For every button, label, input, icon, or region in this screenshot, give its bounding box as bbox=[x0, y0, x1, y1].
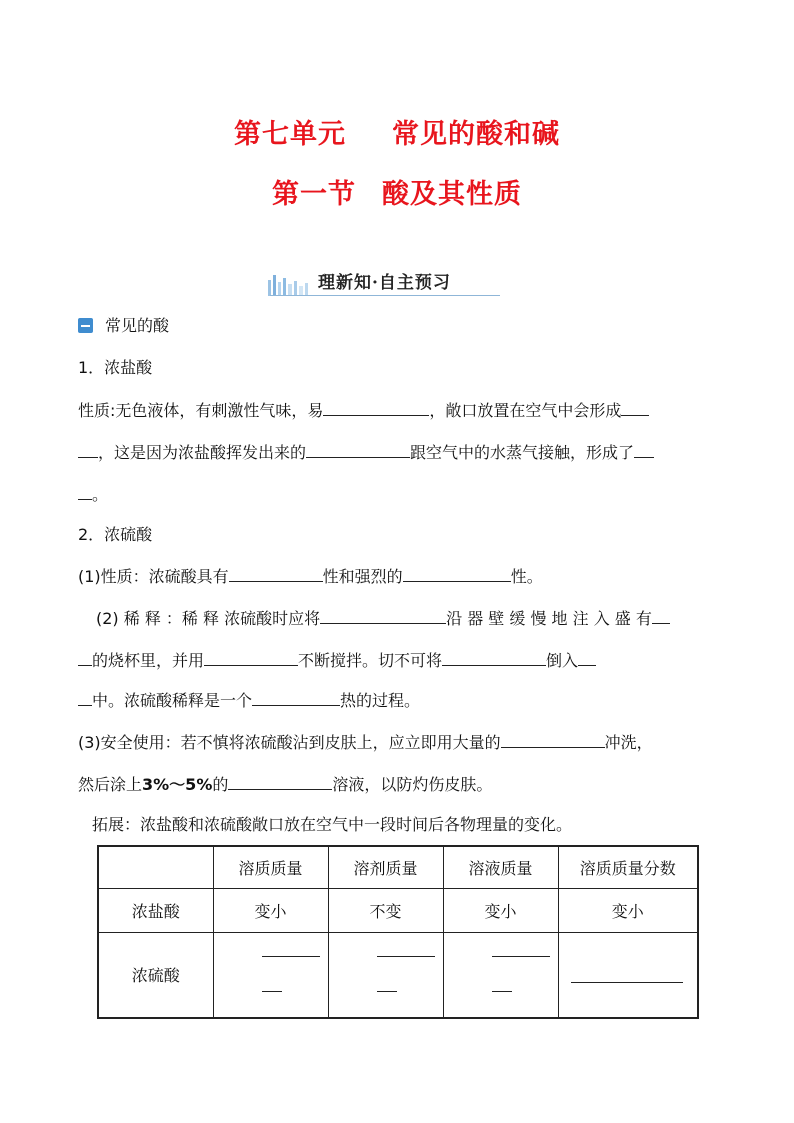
table-cell-blank[interactable] bbox=[213, 932, 328, 1018]
table-row bbox=[98, 932, 698, 1018]
item2-safety-line1: (3)安全使用：若不慎将浓硫酸沾到皮肤上，应立即用大量的 冲洗， bbox=[78, 733, 653, 752]
row-label: 浓硫酸 bbox=[98, 932, 213, 1018]
answer-blank[interactable] bbox=[323, 400, 429, 416]
answer-blank[interactable] bbox=[78, 650, 92, 666]
item2-dilution-line3: 中。浓硫酸稀释是一个 热的过程。 bbox=[78, 690, 420, 711]
table-header: 溶质质量 bbox=[213, 846, 328, 888]
answer-blank[interactable] bbox=[78, 484, 92, 500]
item1-line1: 性质:无色液体，有刺激性气味，易 ，敞口放置在空气中会形成 bbox=[78, 400, 649, 421]
answer-blank[interactable] bbox=[652, 608, 670, 624]
table-header-row bbox=[98, 846, 698, 888]
answer-blank[interactable] bbox=[306, 442, 410, 458]
row-label: 浓盐酸 bbox=[98, 888, 213, 932]
answer-blank[interactable] bbox=[78, 690, 92, 706]
item2-safety-line2: 然后涂上3%～5%的 溶液，以防灼伤皮肤。 bbox=[78, 775, 493, 794]
table-header bbox=[98, 846, 213, 888]
item2-title: 2．浓硫酸 bbox=[78, 525, 153, 544]
answer-blank[interactable] bbox=[634, 442, 654, 458]
item2-property: (1)性质：浓硫酸具有 性和强烈的 性。 bbox=[78, 567, 543, 586]
table-header: 溶质质量分数 bbox=[558, 846, 698, 888]
table-cell: 变小 bbox=[558, 888, 698, 932]
unit-title: 第七单元 常见的酸和碱 bbox=[234, 119, 560, 150]
table-cell-blank[interactable] bbox=[328, 932, 443, 1018]
answer-blank[interactable] bbox=[621, 400, 649, 416]
section-title: 第一节 酸及其性质 bbox=[272, 179, 522, 210]
table-row bbox=[98, 888, 698, 932]
answer-blank[interactable] bbox=[442, 650, 546, 666]
item2-dilution-line2: 的烧杯里，并用 不断搅拌。切不可将 倒入 bbox=[78, 650, 596, 671]
answer-blank[interactable] bbox=[320, 608, 446, 624]
table-cell: 变小 bbox=[443, 888, 558, 932]
answer-blank[interactable] bbox=[228, 774, 332, 790]
answer-blank[interactable] bbox=[403, 566, 511, 582]
banner-text: 理新知·自主预习 bbox=[318, 273, 451, 293]
answer-blank[interactable] bbox=[252, 690, 340, 706]
table-cell: 变小 bbox=[213, 888, 328, 932]
extension-note: 拓展：浓盐酸和浓硫酸敞口放在空气中一段时间后各物理量的变化。 bbox=[92, 815, 573, 834]
answer-blank[interactable] bbox=[578, 650, 596, 666]
minus-square-icon bbox=[78, 318, 93, 333]
answer-blank[interactable] bbox=[229, 566, 323, 582]
answer-blank[interactable] bbox=[78, 442, 98, 458]
item2-dilution-line1: (2) 稀 释 ：稀 释 浓硫酸时应将 沿 器 壁 缓 慢 地 注 入 盛 有 bbox=[96, 608, 670, 629]
item1-line2: ，这是因为浓盐酸挥发出来的 跟空气中的水蒸气接触，形成了 bbox=[78, 442, 654, 463]
skyline-icon bbox=[266, 272, 312, 296]
answer-blank[interactable] bbox=[501, 732, 605, 748]
table-cell-blank[interactable] bbox=[443, 932, 558, 1018]
item1-line3: 。 bbox=[78, 484, 108, 505]
table-header: 溶液质量 bbox=[443, 846, 558, 888]
preview-banner bbox=[266, 266, 500, 300]
properties-table bbox=[97, 845, 699, 1019]
table-cell: 不变 bbox=[328, 888, 443, 932]
banner-underline bbox=[270, 295, 500, 296]
table-cell-blank[interactable] bbox=[558, 932, 698, 1018]
section-heading: 常见的酸 bbox=[78, 316, 169, 336]
item1-title: 1．浓盐酸 bbox=[78, 358, 153, 377]
table-header: 溶剂质量 bbox=[328, 846, 443, 888]
answer-blank[interactable] bbox=[204, 650, 298, 666]
